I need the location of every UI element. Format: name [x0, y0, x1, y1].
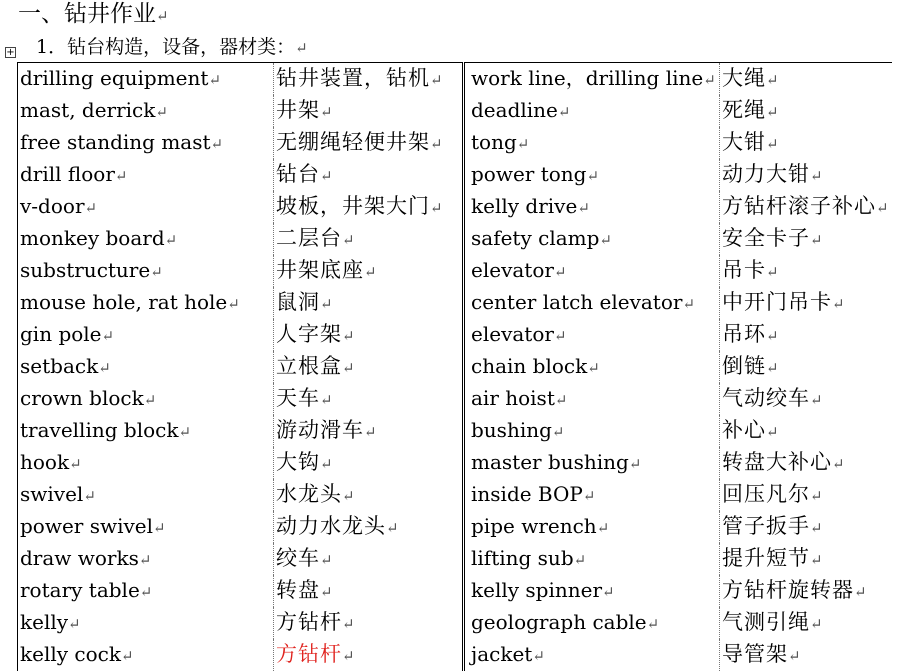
return-arrow-icon: ↵ — [599, 231, 612, 249]
term-chinese-right — [720, 479, 893, 511]
term-english-left-text: power swivel — [20, 514, 153, 538]
table-row — [18, 191, 893, 223]
term-english-left-text: kelly cock — [20, 642, 121, 666]
term-english-left-text: swivel — [20, 482, 83, 506]
term-english-right-text: air hoist — [471, 386, 555, 410]
term-english-left — [18, 639, 274, 671]
table-row — [18, 95, 893, 127]
term-english-right-text: pipe wrench — [471, 514, 597, 538]
table-row — [18, 479, 893, 511]
return-arrow-icon: ↵ — [430, 71, 444, 89]
term-chinese-right-text: 动力大钳 — [722, 162, 810, 186]
term-chinese-right-text: 倒链 — [722, 354, 766, 378]
return-arrow-icon: ↵ — [552, 423, 565, 441]
term-english-left — [18, 607, 274, 639]
term-english-left — [18, 95, 274, 127]
term-english-right — [464, 287, 720, 319]
term-chinese-left-text: 钻井装置，钻机 — [276, 66, 430, 90]
term-chinese-left — [274, 319, 464, 351]
term-chinese-right — [720, 543, 893, 575]
term-chinese-left-text: 绞车 — [276, 546, 320, 570]
term-english-left-text: drilling equipment — [20, 66, 208, 90]
term-chinese-right — [720, 351, 893, 383]
term-english-right-text: work line，drilling line — [471, 66, 703, 90]
term-english-left-text: v-door — [20, 194, 85, 218]
term-english-right — [464, 159, 720, 191]
table-row — [18, 127, 893, 159]
term-english-right — [464, 351, 720, 383]
term-chinese-left-text: 二层台 — [276, 226, 342, 250]
return-arrow-icon: ↵ — [140, 583, 153, 601]
term-english-left — [18, 287, 274, 319]
term-english-right — [464, 255, 720, 287]
term-chinese-left — [274, 63, 464, 96]
term-english-right — [464, 127, 720, 159]
return-arrow-icon: ↵ — [69, 455, 82, 473]
term-chinese-left — [274, 127, 464, 159]
return-arrow-icon: ↵ — [766, 359, 780, 377]
term-chinese-right-text: 回压凡尔 — [722, 482, 810, 506]
term-english-right — [464, 543, 720, 575]
term-chinese-left — [274, 287, 464, 319]
return-arrow-icon: ↵ — [320, 551, 334, 569]
term-english-right — [464, 639, 720, 671]
term-chinese-right-text: 转盘大补心 — [722, 450, 832, 474]
term-chinese-left-text: 人字架 — [276, 322, 342, 346]
term-english-left-text: free standing mast — [20, 130, 211, 154]
term-chinese-left-text: 鼠洞 — [276, 290, 320, 314]
subsection-heading — [36, 35, 308, 60]
term-english-right-text: bushing — [471, 418, 552, 442]
term-chinese-right-text: 死绳 — [722, 98, 766, 122]
term-english-right — [464, 383, 720, 415]
term-chinese-right-text: 中开门吊卡 — [722, 290, 832, 314]
return-arrow-icon: ↵ — [295, 39, 308, 57]
return-arrow-icon: ↵ — [876, 199, 890, 217]
term-english-right-text: elevator — [471, 258, 554, 282]
term-english-right-text: inside BOP — [471, 482, 583, 506]
term-english-left-text: rotary table — [20, 578, 140, 602]
return-arrow-icon: ↵ — [810, 487, 824, 505]
term-chinese-right — [720, 511, 893, 543]
term-chinese-left — [274, 447, 464, 479]
term-chinese-right — [720, 383, 893, 415]
term-english-left-text: draw works — [20, 546, 139, 570]
return-arrow-icon: ↵ — [810, 391, 824, 409]
return-arrow-icon: ↵ — [342, 487, 356, 505]
term-english-left — [18, 447, 274, 479]
table-row — [18, 351, 893, 383]
term-chinese-right — [720, 223, 893, 255]
term-chinese-left-text: 动力水龙头 — [276, 514, 386, 538]
term-chinese-right — [720, 639, 893, 671]
term-chinese-right — [720, 575, 893, 607]
term-chinese-right-text: 补心 — [722, 418, 766, 442]
term-english-left — [18, 255, 274, 287]
term-chinese-left — [274, 223, 464, 255]
term-english-left-text: hook — [20, 450, 69, 474]
table-row — [18, 511, 893, 543]
return-arrow-icon: ↵ — [597, 519, 610, 537]
term-chinese-right — [720, 447, 893, 479]
return-arrow-icon: ↵ — [227, 295, 240, 313]
term-english-left-text: setback — [20, 354, 98, 378]
return-arrow-icon: ↵ — [364, 423, 378, 441]
return-arrow-icon: ↵ — [342, 359, 356, 377]
term-english-right-text: chain block — [471, 354, 587, 378]
return-arrow-icon: ↵ — [342, 231, 356, 249]
term-english-right-text: master bushing — [471, 450, 629, 474]
return-arrow-icon: ↵ — [208, 71, 221, 89]
term-chinese-left — [274, 575, 464, 607]
return-arrow-icon: ↵ — [430, 199, 444, 217]
return-arrow-icon: ↵ — [577, 199, 590, 217]
term-chinese-right-text: 提升短节 — [722, 546, 810, 570]
table-move-handle-icon[interactable]: + — [5, 47, 16, 58]
term-english-left — [18, 63, 274, 96]
term-chinese-left — [274, 351, 464, 383]
return-arrow-icon: ↵ — [766, 103, 780, 121]
table-row — [18, 223, 893, 255]
table-row — [18, 159, 893, 191]
table-row — [18, 287, 893, 319]
return-arrow-icon: ↵ — [85, 199, 98, 217]
term-chinese-right — [720, 607, 893, 639]
table-row — [18, 639, 893, 671]
term-english-right-text: center latch elevator — [471, 290, 682, 314]
return-arrow-icon: ↵ — [320, 103, 334, 121]
term-english-left — [18, 383, 274, 415]
term-chinese-left — [274, 191, 464, 223]
return-arrow-icon: ↵ — [854, 583, 868, 601]
term-english-left-text: monkey board — [20, 226, 165, 250]
return-arrow-icon: ↵ — [156, 7, 169, 25]
term-chinese-left — [274, 255, 464, 287]
return-arrow-icon: ↵ — [386, 519, 400, 537]
return-arrow-icon: ↵ — [320, 391, 334, 409]
vocabulary-table — [17, 62, 892, 671]
term-english-right — [464, 319, 720, 351]
term-chinese-right — [720, 319, 893, 351]
term-english-right — [464, 63, 720, 96]
term-chinese-left — [274, 511, 464, 543]
table-row — [18, 319, 893, 351]
return-arrow-icon: ↵ — [320, 295, 334, 313]
term-chinese-right-text: 导管架 — [722, 642, 788, 666]
term-chinese-right-text: 方钻杆滚子补心 — [722, 194, 876, 218]
return-arrow-icon: ↵ — [144, 391, 157, 409]
return-arrow-icon: ↵ — [342, 327, 356, 345]
term-english-left-text: travelling block — [20, 418, 178, 442]
term-chinese-left — [274, 159, 464, 191]
return-arrow-icon: ↵ — [517, 135, 530, 153]
term-english-right — [464, 479, 720, 511]
term-chinese-left — [274, 415, 464, 447]
term-chinese-left — [274, 607, 464, 639]
term-english-left — [18, 415, 274, 447]
term-chinese-right-text: 吊环 — [722, 322, 766, 346]
return-arrow-icon: ↵ — [554, 263, 567, 281]
return-arrow-icon: ↵ — [139, 551, 152, 569]
return-arrow-icon: ↵ — [150, 263, 163, 281]
table-row — [18, 543, 893, 575]
term-english-left-text: mouse hole, rat hole — [20, 290, 227, 314]
term-chinese-left-text: 方钻杆 — [276, 610, 342, 634]
term-chinese-right — [720, 127, 893, 159]
term-chinese-right-text: 安全卡子 — [722, 226, 810, 250]
return-arrow-icon: ↵ — [320, 583, 334, 601]
table-row — [18, 383, 893, 415]
term-chinese-right-text: 管子扳手 — [722, 514, 810, 538]
return-arrow-icon: ↵ — [178, 423, 191, 441]
return-arrow-icon: ↵ — [810, 519, 824, 537]
term-chinese-left-text: 游动滑车 — [276, 418, 364, 442]
return-arrow-icon: ↵ — [647, 615, 660, 633]
section-heading-text: 一、钻井作业 — [18, 1, 156, 27]
return-arrow-icon: ↵ — [153, 519, 166, 537]
term-english-right-text: geolograph cable — [471, 610, 647, 634]
return-arrow-icon: ↵ — [430, 135, 444, 153]
subsection-heading-text: 1．钻台构造，设备，器材类： — [36, 36, 295, 58]
term-chinese-left-text: 立根盒 — [276, 354, 342, 378]
term-chinese-left-text: 方钻杆 — [276, 642, 342, 666]
term-chinese-left-text: 大钩 — [276, 450, 320, 474]
term-english-right — [464, 95, 720, 127]
return-arrow-icon: ↵ — [342, 615, 356, 633]
term-english-left — [18, 127, 274, 159]
term-chinese-left — [274, 95, 464, 127]
return-arrow-icon: ↵ — [155, 103, 168, 121]
term-english-right — [464, 575, 720, 607]
return-arrow-icon: ↵ — [810, 615, 824, 633]
term-chinese-right-text: 吊卡 — [722, 258, 766, 282]
term-english-left-text: crown block — [20, 386, 144, 410]
term-english-left-text: gin pole — [20, 322, 102, 346]
table-row — [18, 415, 893, 447]
return-arrow-icon: ↵ — [115, 167, 128, 185]
return-arrow-icon: ↵ — [320, 455, 334, 473]
return-arrow-icon: ↵ — [832, 295, 846, 313]
return-arrow-icon: ↵ — [342, 647, 356, 665]
return-arrow-icon: ↵ — [788, 647, 802, 665]
table-row — [18, 63, 893, 96]
term-chinese-left-text: 水龙头 — [276, 482, 342, 506]
term-chinese-left-text: 天车 — [276, 386, 320, 410]
term-english-right-text: kelly drive — [471, 194, 577, 218]
term-chinese-left — [274, 639, 464, 671]
term-chinese-right-text: 大绳 — [722, 66, 766, 90]
return-arrow-icon: ↵ — [810, 231, 824, 249]
term-english-right — [464, 415, 720, 447]
return-arrow-icon: ↵ — [102, 327, 115, 345]
return-arrow-icon: ↵ — [766, 263, 780, 281]
term-chinese-left-text: 坡板，井架大门 — [276, 194, 430, 218]
term-chinese-right-text: 气动绞车 — [722, 386, 810, 410]
return-arrow-icon: ↵ — [810, 167, 824, 185]
return-arrow-icon: ↵ — [68, 615, 81, 633]
term-english-right — [464, 511, 720, 543]
return-arrow-icon: ↵ — [554, 327, 567, 345]
return-arrow-icon: ↵ — [766, 71, 780, 89]
term-english-right — [464, 607, 720, 639]
table-row — [18, 255, 893, 287]
return-arrow-icon: ↵ — [586, 167, 599, 185]
return-arrow-icon: ↵ — [583, 487, 596, 505]
term-english-right-text: lifting sub — [471, 546, 574, 570]
return-arrow-icon: ↵ — [832, 455, 846, 473]
return-arrow-icon: ↵ — [766, 423, 780, 441]
term-english-right-text: elevator — [471, 322, 554, 346]
section-heading — [18, 0, 169, 30]
term-chinese-left-text: 无绷绳轻便井架 — [276, 130, 430, 154]
term-english-right — [464, 223, 720, 255]
term-english-left — [18, 191, 274, 223]
term-english-left — [18, 319, 274, 351]
term-english-left — [18, 351, 274, 383]
term-english-right-text: jacket — [471, 642, 532, 666]
return-arrow-icon: ↵ — [766, 327, 780, 345]
term-english-right-text: safety clamp — [471, 226, 599, 250]
return-arrow-icon: ↵ — [766, 135, 780, 153]
term-chinese-left — [274, 383, 464, 415]
term-english-left — [18, 543, 274, 575]
return-arrow-icon: ↵ — [682, 295, 695, 313]
return-arrow-icon: ↵ — [810, 551, 824, 569]
vocabulary-table-body — [18, 63, 893, 671]
return-arrow-icon: ↵ — [703, 71, 716, 89]
term-english-left — [18, 159, 274, 191]
table-row — [18, 575, 893, 607]
term-chinese-right — [720, 63, 893, 96]
term-chinese-left-text: 转盘 — [276, 578, 320, 602]
term-english-left — [18, 479, 274, 511]
term-english-left — [18, 575, 274, 607]
term-english-right-text: kelly spinner — [471, 578, 602, 602]
return-arrow-icon: ↵ — [364, 263, 378, 281]
term-english-right — [464, 191, 720, 223]
return-arrow-icon: ↵ — [602, 583, 615, 601]
term-chinese-left — [274, 543, 464, 575]
term-english-left — [18, 511, 274, 543]
term-english-right-text: deadline — [471, 98, 558, 122]
term-chinese-right — [720, 191, 893, 223]
return-arrow-icon: ↵ — [558, 103, 571, 121]
return-arrow-icon: ↵ — [83, 487, 96, 505]
term-chinese-right — [720, 287, 893, 319]
term-chinese-right — [720, 255, 893, 287]
term-english-left-text: substructure — [20, 258, 150, 282]
term-english-right — [464, 447, 720, 479]
return-arrow-icon: ↵ — [587, 359, 600, 377]
table-row — [18, 447, 893, 479]
term-chinese-right-text: 大钳 — [722, 130, 766, 154]
term-chinese-left-text: 井架 — [276, 98, 320, 122]
term-english-left-text: mast, derrick — [20, 98, 155, 122]
return-arrow-icon: ↵ — [555, 391, 568, 409]
return-arrow-icon: ↵ — [165, 231, 178, 249]
term-english-right-text: tong — [471, 130, 517, 154]
return-arrow-icon: ↵ — [211, 135, 224, 153]
term-english-left-text: kelly — [20, 610, 68, 634]
term-chinese-left — [274, 479, 464, 511]
term-chinese-right — [720, 415, 893, 447]
return-arrow-icon: ↵ — [574, 551, 587, 569]
term-english-left-text: drill floor — [20, 162, 115, 186]
term-english-left — [18, 223, 274, 255]
return-arrow-icon: ↵ — [629, 455, 642, 473]
term-chinese-right-text: 气测引绳 — [722, 610, 810, 634]
return-arrow-icon: ↵ — [98, 359, 111, 377]
term-english-right-text: power tong — [471, 162, 586, 186]
term-chinese-right — [720, 159, 893, 191]
return-arrow-icon: ↵ — [532, 647, 545, 665]
return-arrow-icon: ↵ — [320, 167, 334, 185]
table-row — [18, 607, 893, 639]
return-arrow-icon: ↵ — [121, 647, 134, 665]
term-chinese-right — [720, 95, 893, 127]
term-chinese-left-text: 钻台 — [276, 162, 320, 186]
term-chinese-right-text: 方钻杆旋转器 — [722, 578, 854, 602]
term-chinese-left-text: 井架底座 — [276, 258, 364, 282]
